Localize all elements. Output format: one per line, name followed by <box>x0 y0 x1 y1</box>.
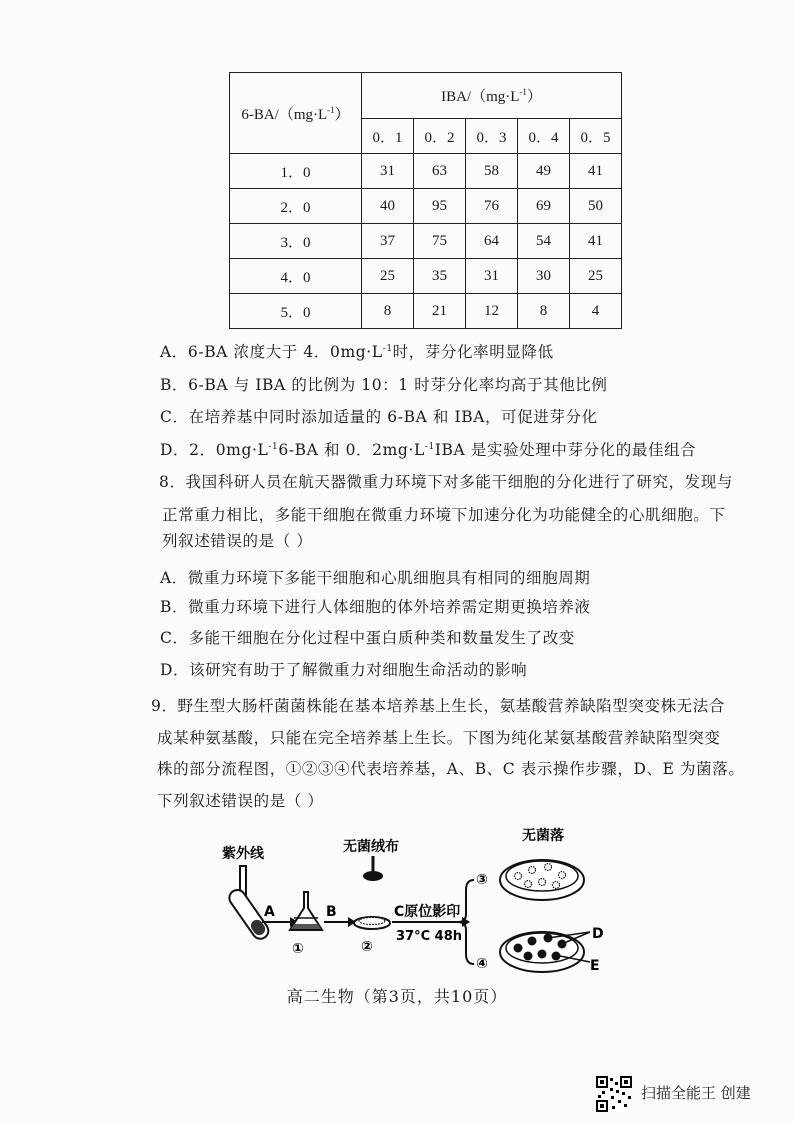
table-cell: 25 <box>570 259 622 294</box>
step-c-label: C原位影印 <box>394 904 461 920</box>
table-row <box>230 154 622 189</box>
q7-option-d-sup2: -1 <box>424 441 435 452</box>
table-row <box>230 259 622 294</box>
table-cell: 50 <box>570 189 622 224</box>
table-cell: 21 <box>414 294 466 329</box>
row-label: 3．0 <box>230 224 362 259</box>
table-row <box>230 224 622 259</box>
q7-option-d <box>160 438 696 460</box>
iba-header-text: IBA/（mg·L <box>441 89 520 105</box>
growth-regulator-table <box>229 72 622 329</box>
colony-d-label: D <box>592 926 604 942</box>
q8-option-b: B．微重力环境下进行人体细胞的体外培养需定期更换培养液 <box>160 598 591 616</box>
row-label: 1．0 <box>230 154 362 189</box>
row-header-text: 6-BA/（mg·L <box>241 106 328 123</box>
petri-dish-2-icon <box>354 917 390 929</box>
iba-header-sup: -1 <box>519 87 527 97</box>
velvet-label: 无菌绒布 <box>343 839 399 855</box>
table-cell: 8 <box>518 294 570 329</box>
uv-label: 紫外线 <box>222 846 264 862</box>
table-cell: 31 <box>362 154 414 189</box>
q8-stem-line3: 列叙述错误的是（ ） <box>162 532 313 550</box>
mutant-screening-diagram <box>210 820 620 980</box>
table-cell: 30 <box>518 259 570 294</box>
table-cell: 31 <box>466 259 518 294</box>
col-header: 0．4 <box>518 119 570 154</box>
q7-option-c: C．在培养基中同时添加适量的 6-BA 和 IBA，可促进芽分化 <box>160 408 598 426</box>
q7-option-b: B．6-BA 与 IBA 的比例为 10：1 时芽分化率均高于其他比例 <box>160 376 608 394</box>
q7-option-a <box>160 340 554 362</box>
q9-stem-line1: 9．野生型大肠杆菌菌株能在基本培养基上生长，氨基酸营养缺陷型突变株无法合 <box>151 697 725 715</box>
table-cell: 25 <box>362 259 414 294</box>
q8-option-d: D．该研究有助于了解微重力对细胞生命活动的影响 <box>160 661 528 679</box>
row-label: 2．0 <box>230 189 362 224</box>
medium-4-label: ④ <box>476 956 488 972</box>
table-row <box>230 189 622 224</box>
medium-2-label: ② <box>361 939 373 955</box>
col-header: 0．3 <box>466 119 518 154</box>
step-a-label: A <box>264 904 275 920</box>
row-header-cell <box>230 73 362 154</box>
q8-stem-line2: 正常重力相比，多能干细胞在微重力环境下加速分化为功能健全的心肌细胞。下 <box>162 506 726 524</box>
colony-e-label: E <box>590 958 600 974</box>
table-cell: 75 <box>414 224 466 259</box>
table-cell: 69 <box>518 189 570 224</box>
condition-label: 37°C 48h <box>396 929 463 944</box>
step-b-label: B <box>326 904 337 920</box>
table-cell: 41 <box>570 224 622 259</box>
table-cell: 40 <box>362 189 414 224</box>
table-cell: 4 <box>570 294 622 329</box>
q7-option-d-part3: IBA 是实验处理中芽分化的最佳组合 <box>434 441 697 459</box>
qr-code-icon <box>596 1076 632 1112</box>
petri-dish-4-icon <box>500 932 584 972</box>
q9-stem-line3: 株的部分流程图，①②③④代表培养基，A、B、C 表示操作步骤，D、E 为菌落。 <box>157 760 745 778</box>
col-header: 0．2 <box>414 119 466 154</box>
table-cell: 49 <box>518 154 570 189</box>
q8-option-a: A．微重力环境下多能干细胞和心肌细胞具有相同的细胞周期 <box>160 569 591 587</box>
table-cell: 8 <box>362 294 414 329</box>
q7-option-d-part2: 6-BA 和 0．2mg·L <box>278 441 425 459</box>
table-cell: 58 <box>466 154 518 189</box>
q8-option-c: C．多能干细胞在分化过程中蛋白质种类和数量发生了改变 <box>160 629 575 647</box>
q9-stem-line4: 下列叙述错误的是（ ） <box>157 792 324 810</box>
table-row <box>230 294 622 329</box>
row-label: 4．0 <box>230 259 362 294</box>
table-cell: 41 <box>570 154 622 189</box>
q7-option-d-sup1: -1 <box>268 441 279 452</box>
table-cell: 63 <box>414 154 466 189</box>
petri-dish-3-icon <box>500 860 584 900</box>
q7-option-a-text: A．6-BA 浓度大于 4．0mg·L <box>160 343 383 361</box>
table-cell: 12 <box>466 294 518 329</box>
scanner-watermark: 扫描全能王 创建 <box>641 1084 751 1102</box>
col-header: 0．1 <box>362 119 414 154</box>
q8-stem-line1: 8．我国科研人员在航天器微重力环境下对多能干细胞的分化进行了研究，发现与 <box>159 473 733 491</box>
iba-group-header <box>362 73 622 119</box>
table-cell: 76 <box>466 189 518 224</box>
q7-option-d-part1: D．2．0mg·L <box>160 441 269 459</box>
iba-header-close: ） <box>526 89 542 105</box>
medium-3-label: ③ <box>476 872 488 888</box>
table-cell: 64 <box>466 224 518 259</box>
velvet-stamp-icon <box>363 871 383 881</box>
table-cell: 35 <box>414 259 466 294</box>
row-label: 5．0 <box>230 294 362 329</box>
q7-option-a-tail: 时，芽分化率明显降低 <box>392 343 554 361</box>
medium-1-label: ① <box>292 941 304 957</box>
row-header-close: ） <box>334 106 350 123</box>
q7-option-a-sup: -1 <box>382 343 393 354</box>
row-header-sup: -1 <box>327 104 335 115</box>
flask-icon <box>290 892 322 930</box>
q9-stem-line2: 成某种氨基酸，只能在完全培养基上生长。下图为纯化某氨基酸营养缺陷型突变 <box>157 729 721 747</box>
no-colony-label: 无菌落 <box>522 828 564 844</box>
table-cell: 54 <box>518 224 570 259</box>
table-cell: 95 <box>414 189 466 224</box>
table-cell: 37 <box>362 224 414 259</box>
page-footer: 高二生物（第3页，共10页） <box>286 987 508 1006</box>
col-header: 0．5 <box>570 119 622 154</box>
